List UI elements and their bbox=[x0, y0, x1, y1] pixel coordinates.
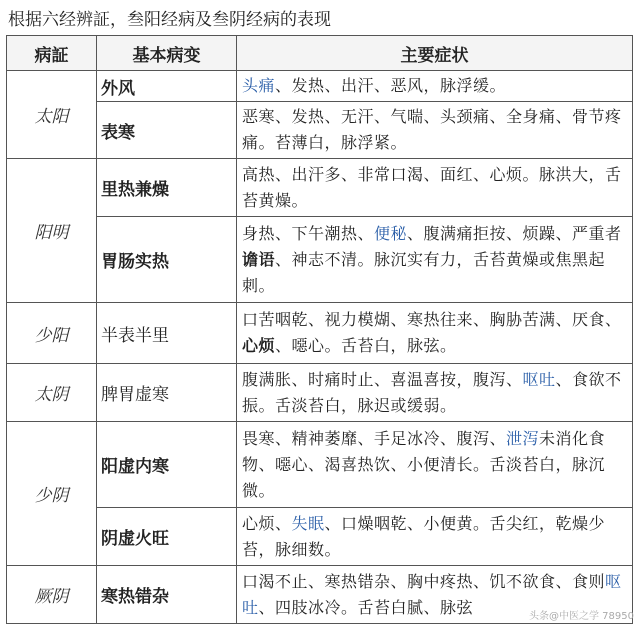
header-disease: 病証 bbox=[7, 36, 97, 71]
watermark: 头条@中医之学 78950 bbox=[529, 611, 634, 622]
table-row bbox=[7, 217, 633, 303]
sub-cell: 表寒 bbox=[97, 102, 237, 159]
group-cell: 少阳 bbox=[7, 303, 97, 364]
symptom-text: 、噁心。舌苔白，脉弦。 bbox=[275, 336, 457, 355]
header-row bbox=[7, 36, 633, 71]
highlight-term: 失眠 bbox=[291, 513, 325, 533]
bold-term: 谵语 bbox=[242, 249, 276, 269]
symptom-cell bbox=[237, 422, 633, 508]
sub-cell: 脾胃虚寒 bbox=[97, 364, 237, 422]
header-main-symptoms: 主要症状 bbox=[237, 36, 633, 71]
symptom-text: 、口燥咽乾、小便黄。舌尖红，乾燥少苔，脉细数。 bbox=[242, 513, 606, 559]
symptom-cell bbox=[237, 71, 633, 102]
symptom-text: 口苦咽乾、视力模煳、寒热往来、胸胁苦满、厌食、 bbox=[242, 310, 622, 329]
table-row bbox=[7, 71, 633, 102]
group-cell: 太阳 bbox=[7, 71, 97, 159]
group-cell: 阳明 bbox=[7, 159, 97, 303]
group-cell: 太阴 bbox=[7, 364, 97, 422]
header-basic-change: 基本病变 bbox=[97, 36, 237, 71]
symptom-text: 、四肢冰冷。舌苔白腻、脉弦 bbox=[258, 597, 474, 617]
sub-cell: 胃肠实热 bbox=[97, 217, 237, 303]
symptom-cell bbox=[237, 364, 633, 422]
symptom-text: 高热、出汗多、非常口渴、面红、心烦。脉洪大，舌苔黄燥。 bbox=[242, 164, 622, 210]
symptom-cell bbox=[237, 159, 633, 217]
symptom-cell bbox=[237, 508, 633, 566]
group-cell: 厥阴 bbox=[7, 566, 97, 624]
table-row bbox=[7, 508, 633, 566]
sub-cell: 寒热错杂 bbox=[97, 566, 237, 624]
symptom-text: 、神志不清。脉沉实有力，舌苔黄燥或焦黑起刺。 bbox=[242, 249, 606, 295]
six-meridian-table bbox=[6, 35, 633, 624]
bold-term: 心烦 bbox=[242, 336, 276, 355]
group-cell: 少阴 bbox=[7, 422, 97, 566]
sub-cell: 阴虚火旺 bbox=[97, 508, 237, 566]
sub-cell: 外风 bbox=[97, 71, 237, 102]
symptom-text: 心烦、 bbox=[242, 513, 292, 533]
table-row bbox=[7, 303, 633, 364]
symptom-text: 、发热、出汗、恶风，脉浮缓。 bbox=[275, 76, 507, 95]
symptom-cell bbox=[237, 217, 633, 303]
highlight-term: 便秘 bbox=[374, 223, 408, 243]
table-row bbox=[7, 102, 633, 159]
table-row bbox=[7, 159, 633, 217]
symptom-text: 口渴不止、寒热错杂、胸中疼热、饥不欲食、食则 bbox=[242, 571, 606, 591]
table-row bbox=[7, 364, 633, 422]
sub-cell: 半表半里 bbox=[97, 303, 237, 364]
table-caption: 根据六经辨証，叁阳经病及叁阴经病的表现 bbox=[8, 10, 331, 30]
highlight-term: 呕吐 bbox=[522, 369, 556, 389]
symptom-text: 、腹满痛拒按、烦躁、严重者 bbox=[407, 223, 622, 243]
symptom-text: 未消化食物、噁心、渴喜热饮、小便清长。舌淡苔白，脉沉微。 bbox=[242, 428, 606, 500]
highlight-term: 泄泻 bbox=[506, 428, 540, 448]
symptom-cell bbox=[237, 102, 633, 159]
sub-cell: 里热兼燥 bbox=[97, 159, 237, 217]
symptom-text: 身热、下午潮热、 bbox=[242, 223, 375, 243]
symptom-text: 恶寒、发热、无汗、气喘、头颈痛、全身痛、骨节疼痛。苔薄白，脉浮紧。 bbox=[242, 107, 622, 152]
highlight-term: 呕吐 bbox=[242, 571, 622, 617]
symptom-text: 畏寒、精神萎靡、手足冰冷、腹泻、 bbox=[242, 428, 507, 448]
symptom-text: 腹满胀、时痛时止、喜温喜按，腹泻、 bbox=[242, 369, 523, 389]
sub-cell: 阳虚内寒 bbox=[97, 422, 237, 508]
symptom-text: 、食欲不振。舌淡苔白，脉迟或缓弱。 bbox=[242, 369, 622, 415]
highlight-term: 头痛 bbox=[242, 76, 276, 95]
table-row bbox=[7, 422, 633, 508]
symptom-cell bbox=[237, 303, 633, 364]
